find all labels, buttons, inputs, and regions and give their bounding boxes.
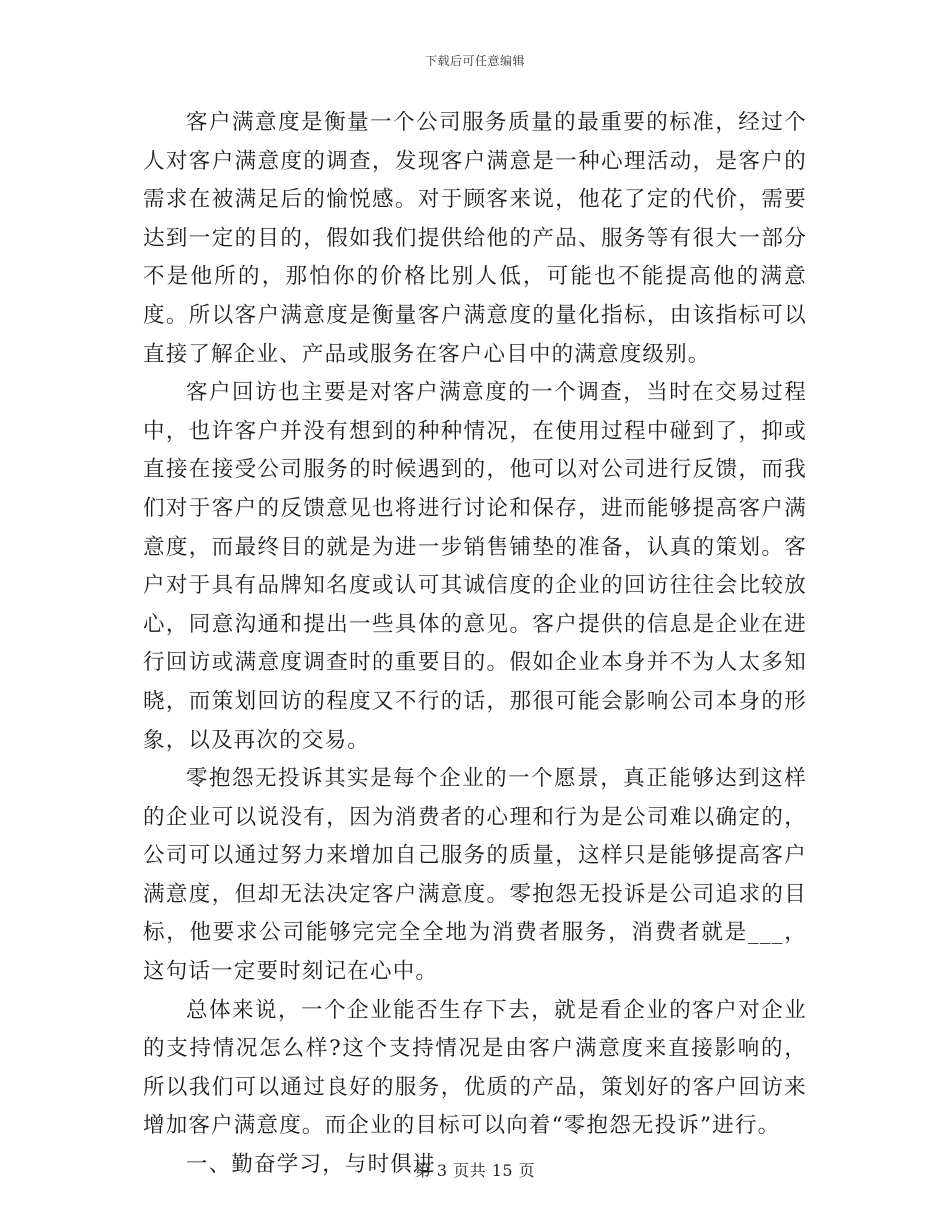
paragraph-zero-complaint: 零抱怨无投诉其实是每个企业的一个愿景，真正能够达到这样的企业可以说没有，因为消费者的心理和行为是公司难以确定的，公司可以通过努力来增加自己服务的质量，这样只是能够提高客户满意度，但却无法决定客户满意度。零抱怨无投诉是公司追求的目标，他要求公司能够完完全全地为消费者服务，消费者就是___，这句话一定要时刻记在心中。 — [143, 766, 807, 985]
document-body — [143, 104, 807, 1185]
section-heading: 一、勤奋学习，与时俱进 — [186, 1152, 436, 1178]
paragraph-customer-revisit: 客户回访也主要是对客户满意度的一个调查，当时在交易过程中，也许客户并没有想到的种种情况，在使用过程中碰到了，抑或直接在接受公司服务的时候遇到的，他可以对公司进行反馈，而我们对于客户的反馈意见也将进行讨论和保存，进而能够提高客户满意度，而最终目的就是为进一步销售铺垫的准备，认真的策划。客户对于具有品牌知名度或认可其诚信度的企业的回访往往会比较放心，同意沟通和提出一些具体的意见。客户提供的信息是企业在进行回访或满意度调查时的重要目的。假如企业本身并不为人太多知晓，而策划回访的程度又不行的话，那很可能会影响公司本身的形象，以及再次的交易。 — [143, 380, 807, 753]
paragraph-summary: 总体来说，一个企业能否生存下去，就是看企业的客户对企业的支持情况怎么样?这个支持情况是由客户满意度来直接影响的，所以我们可以通过良好的服务，优质的产品，策划好的客户回访来增加客户满意度。而企业的目标可以向着“零抱怨无投诉”进行。 — [143, 997, 807, 1139]
page-footer: 第 3 页共 15 页 — [414, 1161, 536, 1180]
page-header: 下载后可任意编辑 — [424, 54, 525, 68]
paragraph-customer-satisfaction: 客户满意度是衡量一个公司服务质量的最重要的标准，经过个人对客户满意度的调查，发现客户满意是一种心理活动，是客户的需求在被满足后的愉悦感。对于顾客来说，他花了定的代价，需要达到一定的目的，假如我们提供给他的产品、服务等有很大一部分不是他所的，那怕你的价格比别人低，可能也不能提高他的满意度。所以客户满意度是衡量客户满意度的量化指标，由该指标可以直接了解企业、产品或服务在客户心目中的满意度级别。 — [143, 110, 807, 367]
